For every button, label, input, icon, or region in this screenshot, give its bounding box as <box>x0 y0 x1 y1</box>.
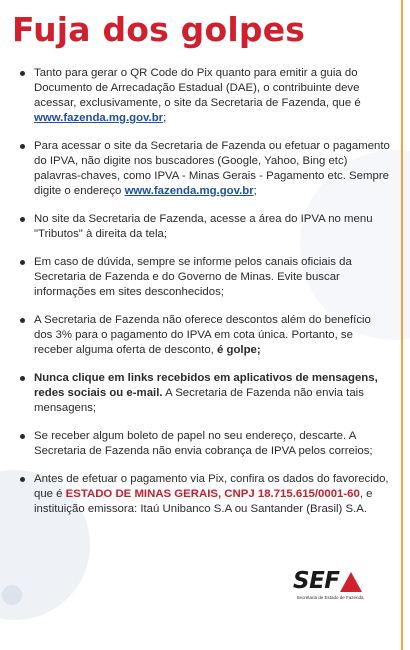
tip-item <box>20 66 392 126</box>
bullet-icon <box>20 217 25 222</box>
fazenda-site-link[interactable]: www.fazenda.mg.gov.br <box>34 112 164 124</box>
tip-text: Em caso de dúvida, sempre se informe pelos canais oficiais da Secretaria de Fazenda e do Governo de Minas. Evite buscar informações em sites desconhecidos; <box>34 256 352 298</box>
side-rule <box>401 0 403 650</box>
tip-text: No site da Secretaria de Fazenda, acesse a área do IPVA no menu "Tributos" à direita da tela; <box>34 213 373 240</box>
logo-letters: SEF <box>293 568 340 594</box>
bullet-icon <box>20 318 25 323</box>
tip-text: ; <box>163 112 167 124</box>
tip-item <box>20 429 392 459</box>
tip-text: Antes de efetuar o pagamento via Pix, confira os dados do favorecido, que é <box>34 473 389 500</box>
tip-item <box>20 472 392 517</box>
background-dot-decoration <box>2 585 22 605</box>
bullet-icon <box>20 71 25 76</box>
tip-text: , e instituição emissora: Itaú Unibanco S.A ou Santander (Brasil) S.A. <box>34 488 373 515</box>
sef-logo <box>290 568 370 604</box>
logo-subtitle: Secretaria de Estado de Fazenda <box>296 595 364 600</box>
tip-item <box>20 313 392 358</box>
scam-warning: é golpe; <box>217 344 261 356</box>
tip-text: Se receber algum boleto de papel no seu endereço, descarte. A Secretaria de Fazenda não envia cobrança de IPVA pelos correios; <box>34 430 373 457</box>
tip-item <box>20 255 392 300</box>
bullet-icon <box>20 477 25 482</box>
tip-item <box>20 212 392 242</box>
tip-text: Para acessar o site da Secretaria de Fazenda ou efetuar o pagamento do IPVA, não digite nos buscadores (Google, Yahoo, Bing etc) palavras-chaves, como IPVA - Minas Gerais - Pagamento etc. Sempre digite o endereço <box>34 140 390 197</box>
bullet-icon <box>20 144 25 149</box>
tip-text: A Secretaria de Fazenda não envia tais mensagens; <box>34 387 364 414</box>
tip-text: A Secretaria de Fazenda não oferece descontos além do benefício dos 3% para o pagamento do IPVA em cota única. Portanto, se receber alguma oferta de desconto, <box>34 314 371 356</box>
fazenda-site-link[interactable]: www.fazenda.mg.gov.br <box>124 185 254 197</box>
bullet-icon <box>20 376 25 381</box>
tip-text: ; <box>253 185 257 197</box>
tips-list <box>20 66 392 517</box>
tip-item <box>20 371 392 416</box>
logo-triangle-icon <box>340 572 362 592</box>
beneficiary-highlight: ESTADO DE MINAS GERAIS, CNPJ 18.715.615/0001-60 <box>65 488 360 500</box>
tip-item <box>20 139 392 199</box>
bullet-icon <box>20 434 25 439</box>
bullet-icon <box>20 260 25 265</box>
page-title: Fuja dos golpes <box>12 10 306 49</box>
tip-text: Tanto para gerar o QR Code do Pix quanto para emitir a guia do Documento de Arrecadação Estadual (DAE), o contribuinte deve acessar, exclusivamente, o site da Secretaria de Fazenda, que é <box>34 67 361 109</box>
tip-lead-text: Nunca clique em links recebidos em aplicativos de mensagens, redes sociais ou e-mail. <box>34 372 378 399</box>
